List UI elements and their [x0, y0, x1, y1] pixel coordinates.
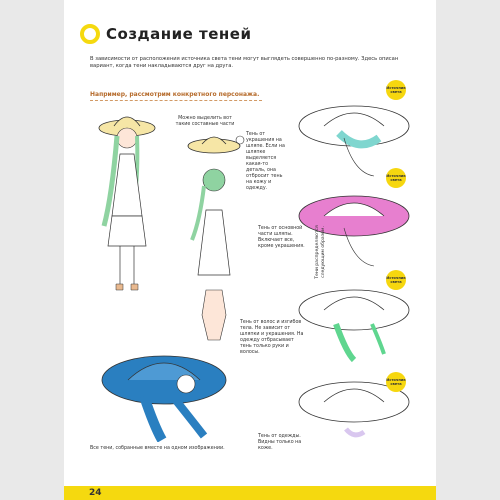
bottom-bar: [64, 486, 436, 500]
page-title: Создание теней: [106, 25, 252, 43]
subheading-rule: [90, 100, 262, 101]
subheading: Например, рассмотрим конкретного персонажа.: [90, 91, 260, 98]
page-number: 24: [89, 488, 102, 498]
intro-text: В зависимости от расположения источника света тени могут выглядеть совершенно по-разному. Здесь описан вариант, когда тени накладываются друг на друга.: [90, 56, 399, 69]
title-ring-icon: [80, 24, 100, 44]
parts-note: Можно выделить вот такие составные части: [175, 116, 235, 127]
note-ornament-shadow: Тень от украшения на шляпе. Если на шляпке выделяется какая-то деталь, она отбросит тень на кожу и одежду.: [246, 132, 285, 191]
note-distribution-vertical: Тени распределяются следующим образом.: [315, 225, 326, 279]
book-page: [64, 0, 436, 500]
note-hat-shadow: Тень от основной части шляпы. Включает все, кроме украшения.: [258, 226, 305, 249]
character-full-illustration: [92, 106, 162, 296]
light-source-badge: Источник света: [386, 80, 406, 100]
combined-shadows-illustration: [94, 346, 234, 442]
light-source-badge: Источник света: [386, 270, 406, 290]
note-hair-body-shadow: Тень от волос и изгибов тела. Не зависит от шляпки и украшения. На одежду отбрасывает тень только руки и волосы.: [240, 320, 304, 355]
character-parts-illustration: [182, 130, 252, 345]
note-clothes-shadow: Тень от одежды. Видны только на коже.: [258, 434, 302, 451]
note-combined-shadows: Все тени, собранные вместе на одном изображении.: [90, 446, 225, 451]
light-source-badge: Источник света: [386, 372, 406, 392]
hat-ornament-shadow-illustration: [284, 98, 414, 178]
title-row: [80, 24, 251, 44]
light-source-badge: Источник света: [386, 168, 406, 188]
